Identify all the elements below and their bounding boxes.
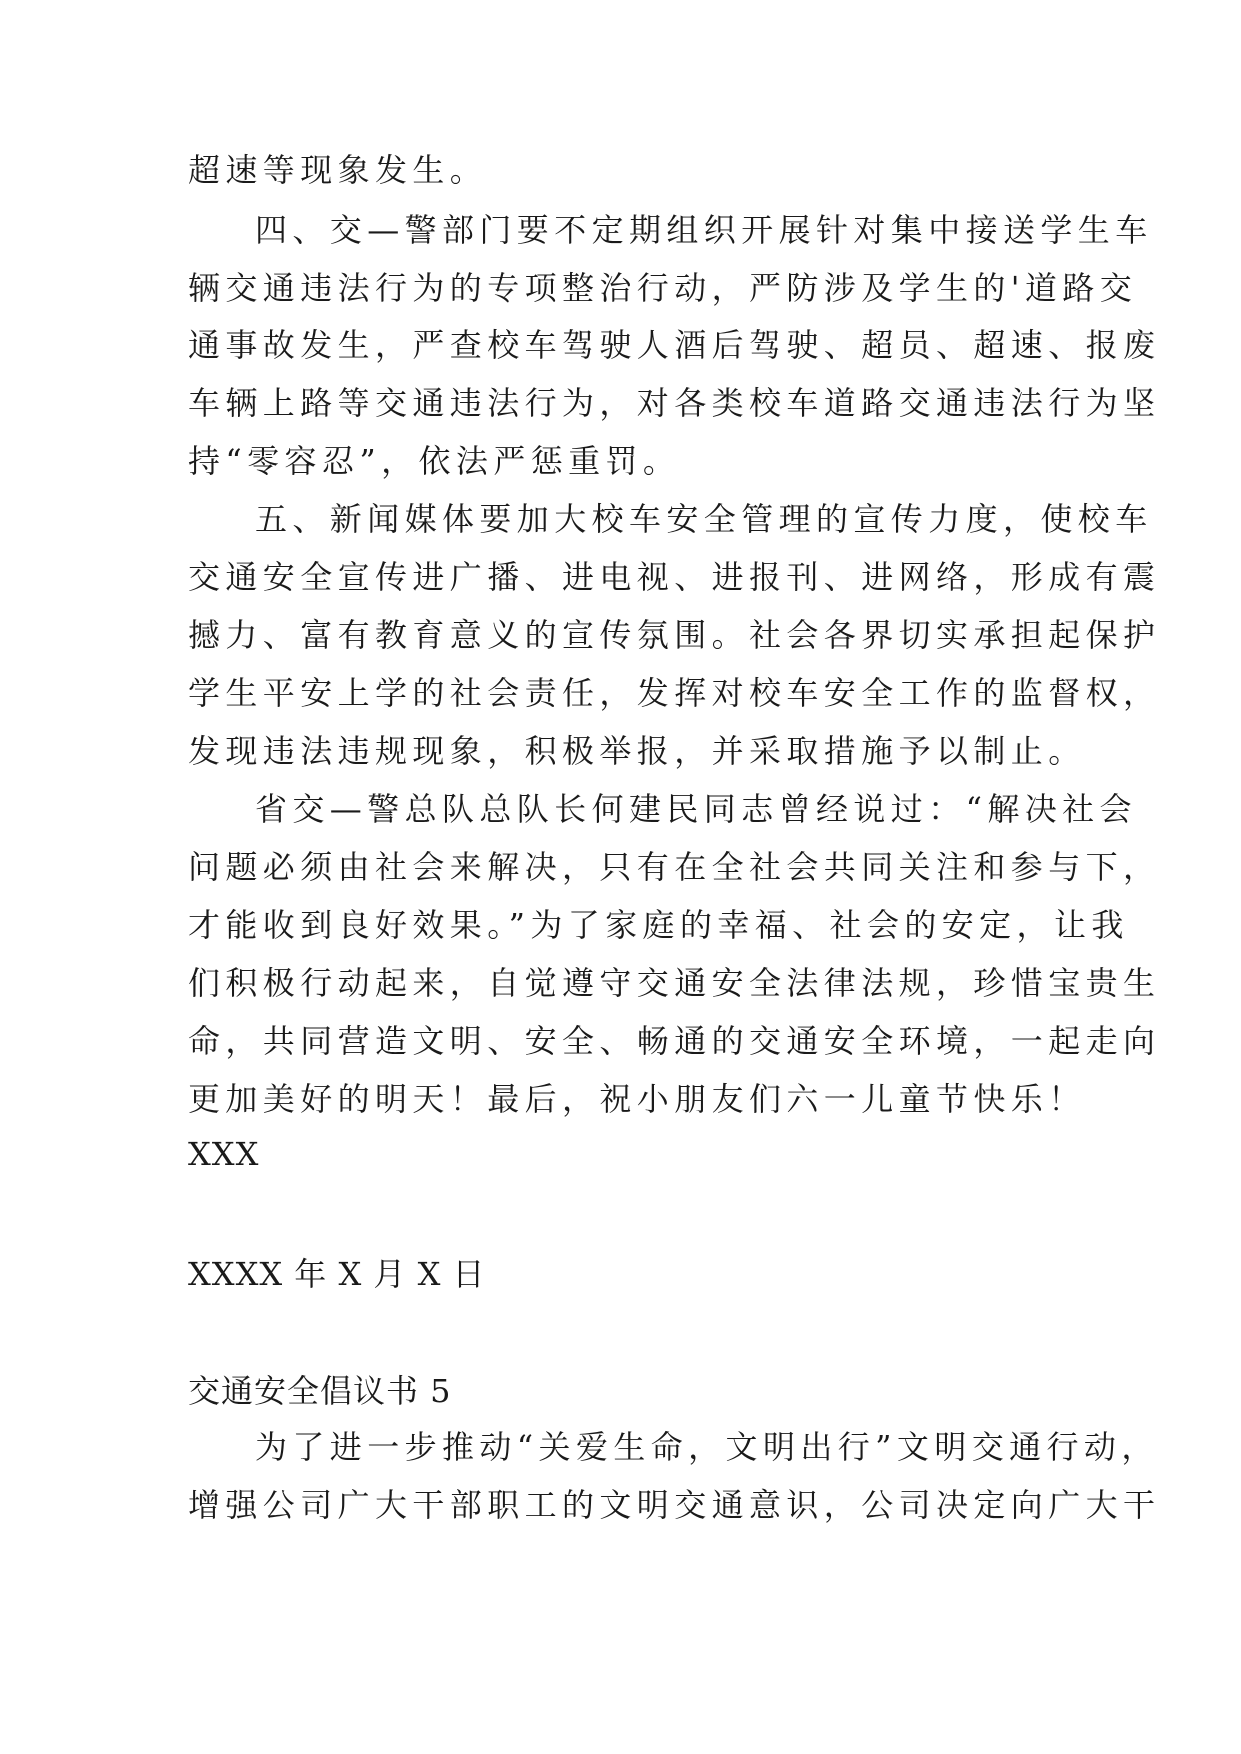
section-title: 交通安全倡议书 5 bbox=[188, 1372, 452, 1410]
paragraph-line: 交通安全宣传进广播、进电视、进报刊、进网络，形成有震 bbox=[188, 558, 1161, 596]
paragraph-line: 命，共同营造文明、安全、畅通的交通安全环境，一起走向 bbox=[188, 1022, 1161, 1060]
paragraph-line: 才能收到良好效果。”为了家庭的幸福、社会的安定，让我 bbox=[188, 906, 1129, 944]
paragraph-line: 更加美好的明天！最后，祝小朋友们六一儿童节快乐！ bbox=[188, 1080, 1086, 1118]
signature-name: XXX bbox=[188, 1135, 260, 1173]
paragraph-line: 发现违法违规现象，积极举报，并采取措施予以制止。 bbox=[188, 732, 1086, 770]
paragraph-line: 超速等现象发生。 bbox=[188, 151, 488, 189]
paragraph-line: 增强公司广大干部职工的文明交通意识，公司决定向广大干 bbox=[188, 1486, 1161, 1524]
paragraph-line: 五、新闻媒体要加大校车安全管理的宣传力度，使校车 bbox=[255, 500, 1153, 538]
paragraph-line: 辆交通违法行为的专项整治行动，严防涉及学生的'道路交 bbox=[188, 269, 1138, 307]
paragraph-line: 撼力、富有教育意义的宣传氛围。社会各界切实承担起保护 bbox=[188, 616, 1161, 654]
paragraph-line: 持“零容忍”，依法严惩重罚。 bbox=[188, 442, 681, 480]
paragraph-line: 问题必须由社会来解决，只有在全社会共同关注和参与下， bbox=[188, 848, 1161, 886]
paragraph-line: 为了进一步推动“关爱生命，文明出行”文明交通行动， bbox=[255, 1428, 1159, 1466]
paragraph-line: 通事故发生，严查校车驾驶人酒后驾驶、超员、超速、报废 bbox=[188, 326, 1161, 364]
paragraph-line: 四、交—警部门要不定期组织开展针对集中接送学生车 bbox=[255, 211, 1153, 249]
paragraph-line: 学生平安上学的社会责任，发挥对校车安全工作的监督权， bbox=[188, 674, 1161, 712]
signature-date: XXXX 年 X 月 X 日 bbox=[188, 1255, 486, 1293]
paragraph-line: 们积极行动起来，自觉遵守交通安全法律法规，珍惜宝贵生 bbox=[188, 964, 1161, 1002]
paragraph-line: 车辆上路等交通违法行为，对各类校车道路交通违法行为坚 bbox=[188, 384, 1161, 422]
paragraph-line: 省交—警总队总队长何建民同志曾经说过：“解决社会 bbox=[255, 790, 1137, 828]
